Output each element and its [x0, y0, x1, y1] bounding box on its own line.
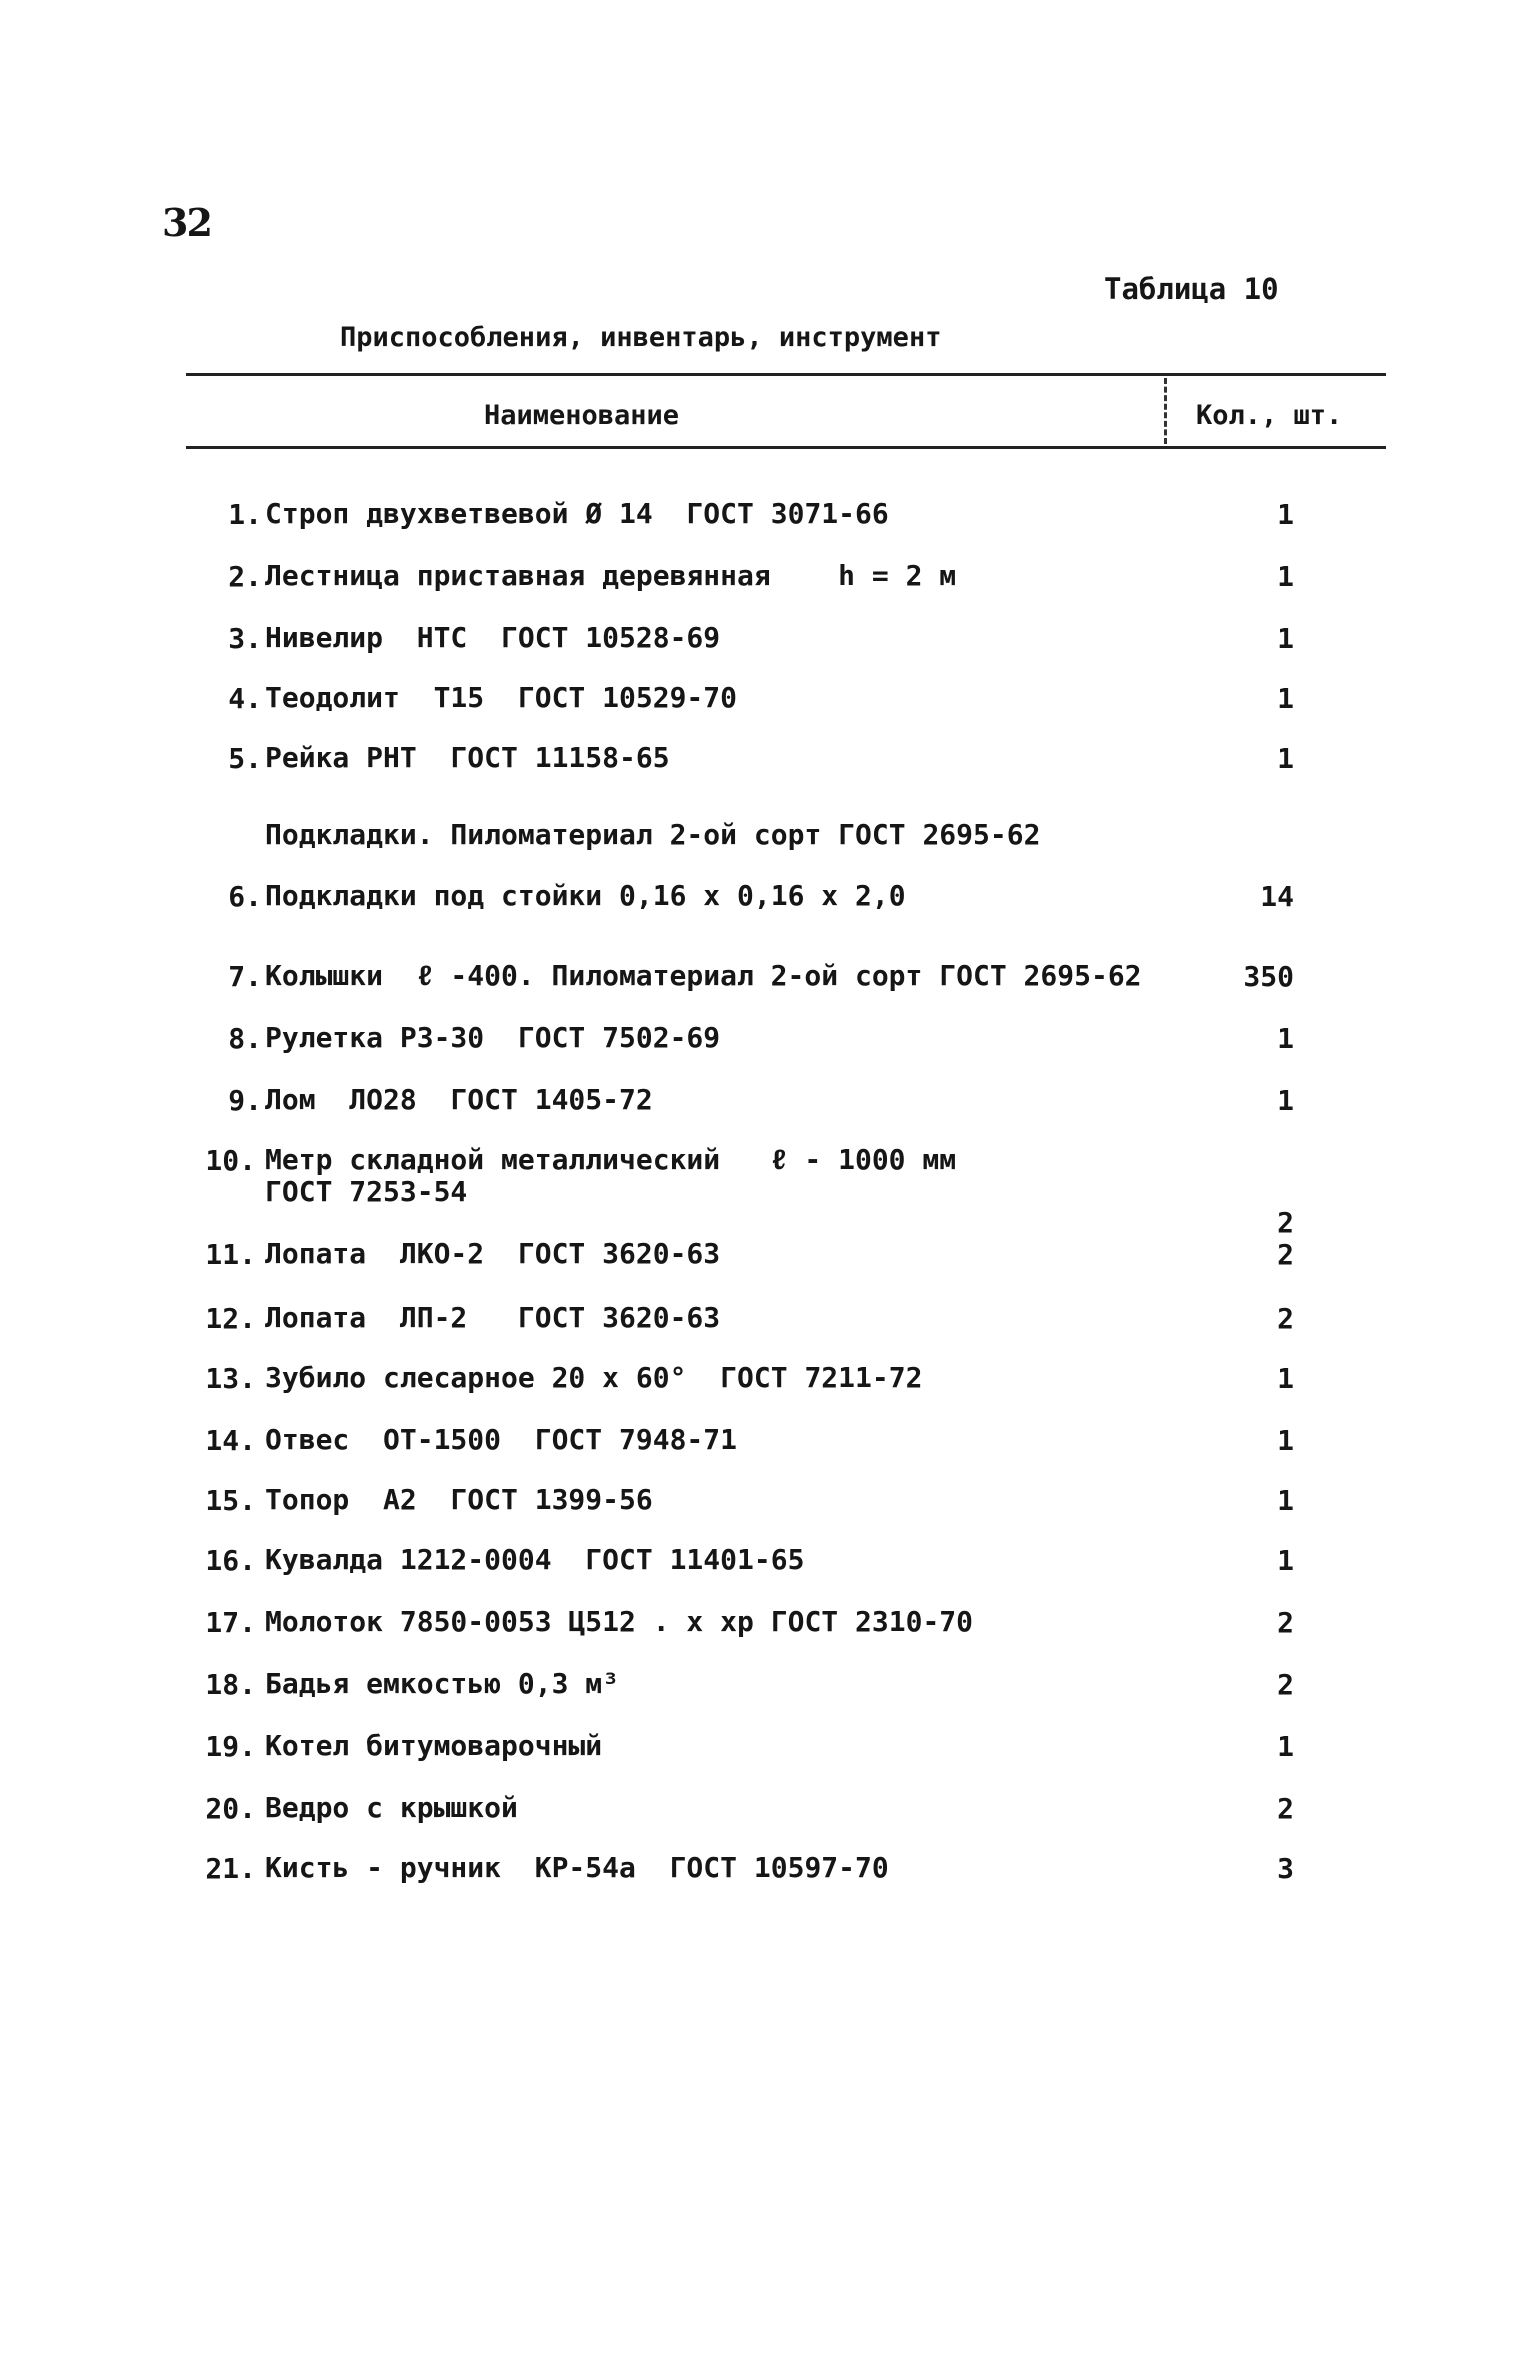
item-name: Строп двухветвевой Ø 14 ГОСТ 3071-66 — [265, 497, 889, 530]
item-number: 13. — [205, 1362, 256, 1395]
item-name: Ведро с крышкой — [265, 1791, 518, 1824]
item-name: Кувалда 1212-0004 ГОСТ 11401-65 — [265, 1543, 805, 1576]
item-name: Колышки ℓ -400. Пиломатериал 2-ой сорт ГОСТ 2695-62 — [265, 959, 1142, 992]
item-quantity: 2 — [1277, 1668, 1294, 1701]
item-name: Лопата ЛП-2 ГОСТ 3620-63 — [265, 1301, 721, 1334]
item-number: 18. — [205, 1668, 256, 1701]
item-name: Лопата ЛКО-2 ГОСТ 3620-63 — [265, 1237, 721, 1270]
item-name: Отвес ОТ-1500 ГОСТ 7948-71 — [265, 1423, 738, 1456]
item-quantity: 14 — [1260, 880, 1294, 913]
item-quantity: 3 — [1277, 1852, 1294, 1885]
item-number: 17. — [205, 1606, 256, 1639]
item-number: 12. — [205, 1302, 256, 1335]
item-number: 20. — [205, 1792, 256, 1825]
item-number: 11. — [205, 1238, 256, 1271]
item-quantity: 2 — [1277, 1792, 1294, 1825]
item-name: Подкладки под стойки 0,16 x 0,16 x 2,0 — [265, 879, 906, 912]
item-quantity: 1 — [1277, 1084, 1294, 1117]
item-name: Нивелир НТС ГОСТ 10528-69 — [265, 621, 721, 654]
item-quantity: 1 — [1277, 1022, 1294, 1055]
item-number: 1. — [228, 498, 262, 531]
item-quantity: 2 — [1277, 1206, 1294, 1239]
item-name: Котел битумоварочный — [265, 1729, 603, 1762]
item-quantity: 1 — [1277, 1424, 1294, 1457]
item-name: Кисть - ручник КР-54а ГОСТ 10597-70 — [265, 1851, 889, 1884]
column-header-name: Наименование — [484, 400, 680, 431]
item-name: Рулетка РЗ-30 ГОСТ 7502-69 — [265, 1021, 721, 1054]
item-name: Топор А2 ГОСТ 1399-56 — [265, 1483, 653, 1516]
item-quantity: 1 — [1277, 560, 1294, 593]
item-quantity: 1 — [1277, 498, 1294, 531]
item-quantity: 1 — [1277, 682, 1294, 715]
item-number: 2. — [228, 560, 262, 593]
item-quantity: 1 — [1277, 1362, 1294, 1395]
item-quantity: 1 — [1277, 622, 1294, 655]
item-quantity: 1 — [1277, 1484, 1294, 1517]
item-number: 21. — [205, 1852, 256, 1885]
item-name: Рейка РНТ ГОСТ 11158-65 — [265, 741, 670, 774]
item-number: 7. — [228, 960, 262, 993]
item-quantity: 1 — [1277, 742, 1294, 775]
item-number: 19. — [205, 1730, 256, 1763]
section-subheading: Подкладки. Пиломатериал 2-ой сорт ГОСТ 2695-62 — [265, 818, 1041, 851]
item-number: 15. — [205, 1484, 256, 1517]
column-header-qty: Кол., шт. — [1196, 400, 1343, 431]
item-number: 9. — [228, 1084, 262, 1117]
item-number: 3. — [228, 622, 262, 655]
item-name: Метр складной металлический ℓ - 1000 мм ГОСТ 7253-54 — [265, 1143, 957, 1208]
item-quantity: 350 — [1243, 960, 1294, 993]
item-number: 4. — [228, 682, 262, 715]
item-name: Зубило слесарное 20 x 60° ГОСТ 7211-72 — [265, 1361, 923, 1394]
item-number: 8. — [228, 1022, 262, 1055]
item-name: Молоток 7850-0053 Ц512 . х хр ГОСТ 2310-70 — [265, 1605, 974, 1638]
item-quantity: 2 — [1277, 1606, 1294, 1639]
page-title: Приспособления, инвентарь, инструмент — [340, 322, 942, 353]
item-number: 6. — [228, 880, 262, 913]
item-quantity: 1 — [1277, 1730, 1294, 1763]
item-number: 10. — [205, 1144, 256, 1177]
item-number: 5. — [228, 742, 262, 775]
item-name: Лестница приставная деревянная h = 2 м — [265, 559, 957, 592]
item-quantity: 1 — [1277, 1544, 1294, 1577]
page-number: 32 — [162, 200, 211, 245]
item-name: Бадья емкостью 0,3 м³ — [265, 1667, 620, 1700]
item-name: Лом ЛО28 ГОСТ 1405-72 — [265, 1083, 653, 1116]
item-name: Теодолит Т15 ГОСТ 10529-70 — [265, 681, 738, 714]
item-quantity: 2 — [1277, 1238, 1294, 1271]
table-label: Таблица 10 — [1104, 272, 1279, 306]
item-number: 16. — [205, 1544, 256, 1577]
item-number: 14. — [205, 1424, 256, 1457]
item-quantity: 2 — [1277, 1302, 1294, 1335]
